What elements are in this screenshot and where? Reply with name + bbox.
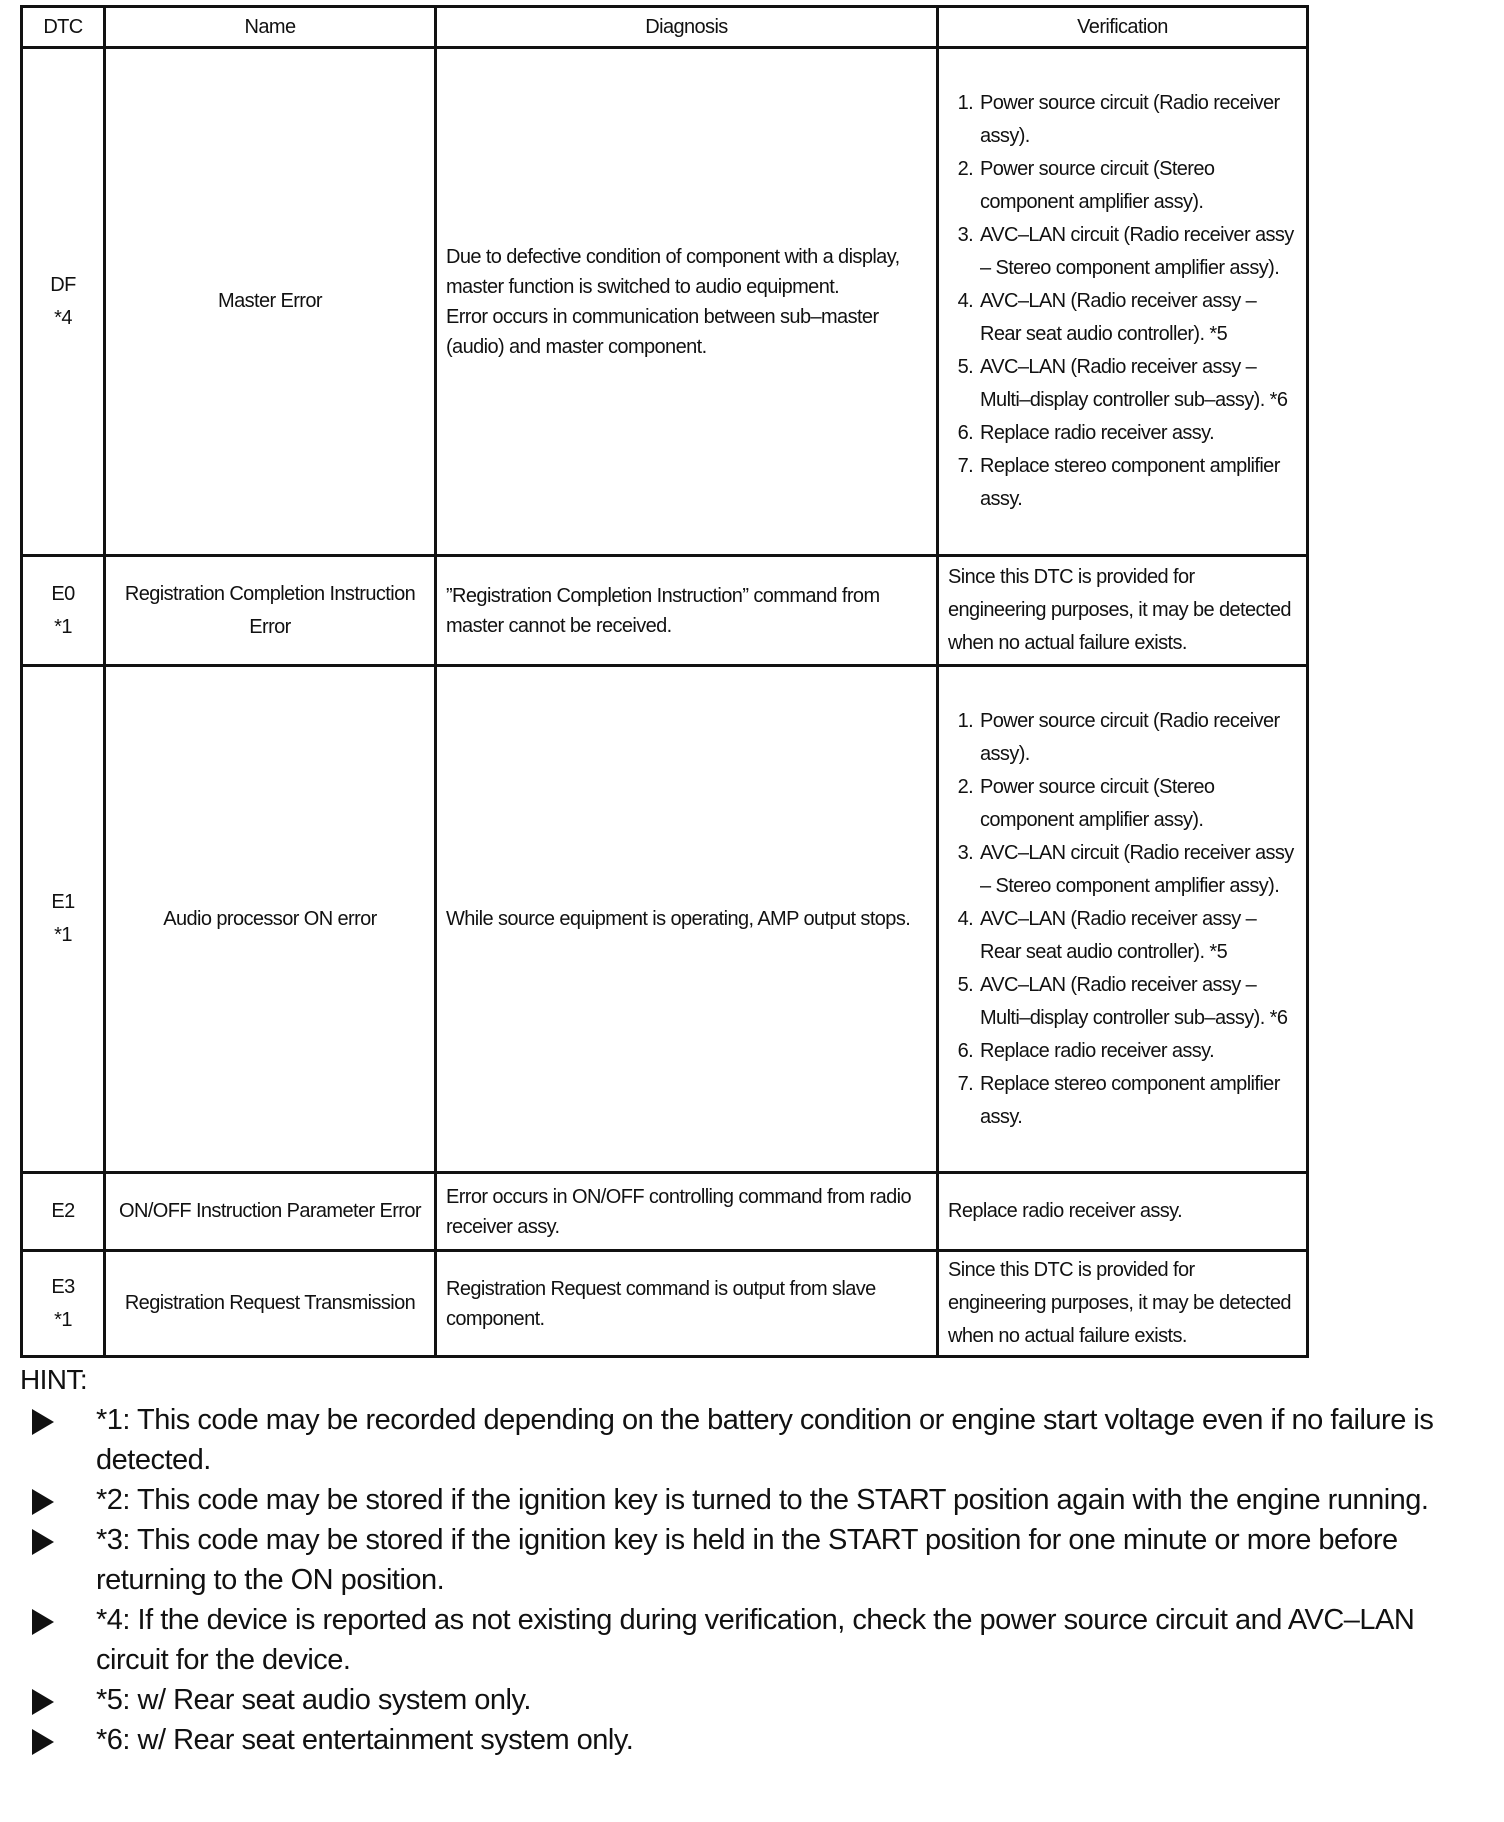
name-cell: Registration Completion Instruction Error (105, 556, 436, 666)
hint-item: *1: This code may be recorded depending on the battery condition or engine start voltage even if no failure is detected. (20, 1400, 1460, 1480)
hint-item: *2: This code may be stored if the ignition key is turned to the START position again with the engine running. (20, 1480, 1460, 1520)
diagnosis-cell: Due to defective condition of component with a display, master function is switched to audio equipment. Error occurs in communication between sub–master (audio) and master component. (436, 48, 938, 556)
diagnosis-cell: Error occurs in ON/OFF controlling command from radio receiver assy. (436, 1173, 938, 1251)
bullet-arrow-icon (32, 1489, 54, 1515)
header-dtc: DTC (22, 7, 105, 48)
bullet-arrow-icon (32, 1689, 54, 1715)
verification-cell (938, 666, 1308, 1173)
hint-title: HINT: (20, 1364, 88, 1395)
dtc-cell: E1 *1 (22, 666, 105, 1173)
hint-item: *5: w/ Rear seat audio system only. (20, 1680, 1460, 1720)
dtc-cell: DF *4 (22, 48, 105, 556)
hint-item: *4: If the device is reported as not existing during verification, check the power source circuit and AVC–LAN circuit for the device. (20, 1600, 1460, 1680)
dtc-table (20, 5, 1309, 1358)
verification-list: 1. Power source circuit (Radio receiver assy). 2. Power source circuit (Stereo component amplifier assy). 3. AVC–LAN circuit (Radio receiver assy – Stereo component amplifier assy). 4. AVC–LAN (Radio receiver assy – Rear seat audio controller). *5 5. AVC–LAN (Radio receiver assy – Multi–display controller sub–assy). *6 6. Replace radio receiver assy. 7. Replace stereo component amplifier assy. (948, 705, 1297, 1134)
bullet-arrow-icon (32, 1409, 54, 1435)
verification-cell: Since this DTC is provided for engineering purposes, it may be detected when no actual failure exists. (938, 556, 1308, 666)
name-cell: ON/OFF Instruction Parameter Error (105, 1173, 436, 1251)
table-header-row (22, 7, 1308, 48)
diagnosis-cell: Registration Request command is output from slave component. (436, 1251, 938, 1357)
bullet-arrow-icon (32, 1609, 54, 1635)
name-cell: Audio processor ON error (105, 666, 436, 1173)
verification-cell (938, 48, 1308, 556)
header-verification: Verification (938, 7, 1308, 48)
diagnosis-cell: While source equipment is operating, AMP output stops. (436, 666, 938, 1173)
dtc-cell: E2 (22, 1173, 105, 1251)
table-row (22, 48, 1308, 556)
header-diagnosis: Diagnosis (436, 7, 938, 48)
name-cell: Master Error (105, 48, 436, 556)
table-row (22, 1173, 1308, 1251)
table-row (22, 666, 1308, 1173)
table-row (22, 556, 1308, 666)
dtc-cell: E3 *1 (22, 1251, 105, 1357)
name-cell: Registration Request Transmission (105, 1251, 436, 1357)
hint-item: *6: w/ Rear seat entertainment system only. (20, 1720, 1460, 1760)
hint-item: *3: This code may be stored if the ignition key is held in the START position for one minute or more before returning to the ON position. (20, 1520, 1460, 1600)
table-row (22, 1251, 1308, 1357)
hint-list (20, 1400, 1460, 1760)
verification-cell: Replace radio receiver assy. (938, 1173, 1308, 1251)
dtc-cell: E0 *1 (22, 556, 105, 666)
bullet-arrow-icon (32, 1729, 54, 1755)
verification-cell: Since this DTC is provided for engineering purposes, it may be detected when no actual failure exists. (938, 1251, 1308, 1357)
header-name: Name (105, 7, 436, 48)
verification-list: 1. Power source circuit (Radio receiver assy). 2. Power source circuit (Stereo component amplifier assy). 3. AVC–LAN circuit (Radio receiver assy – Stereo component amplifier assy). 4. AVC–LAN (Radio receiver assy – Rear seat audio controller). *5 5. AVC–LAN (Radio receiver assy – Multi–display controller sub–assy). *6 6. Replace radio receiver assy. 7. Replace stereo component amplifier assy. (948, 87, 1297, 516)
diagnosis-cell: ”Registration Completion Instruction” command from master cannot be received. (436, 556, 938, 666)
bullet-arrow-icon (32, 1529, 54, 1555)
